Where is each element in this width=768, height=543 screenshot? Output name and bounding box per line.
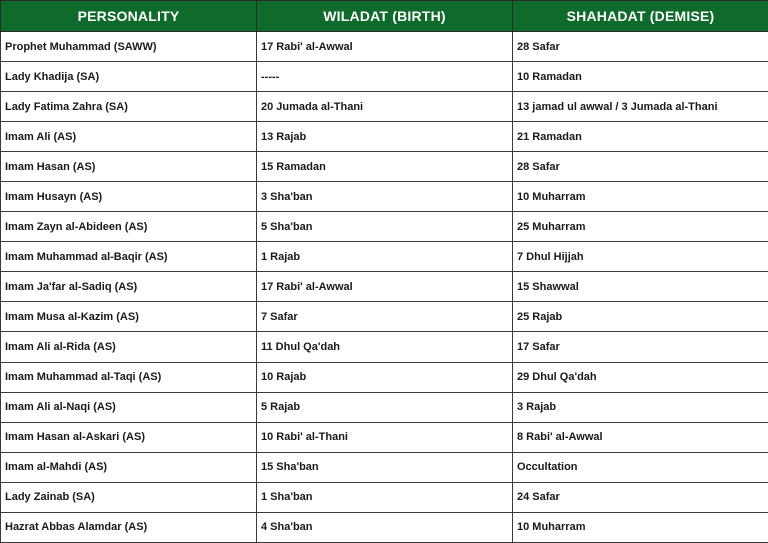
header-shahadat: SHAHADAT (DEMISE) <box>513 1 768 32</box>
table-row <box>1 212 768 242</box>
demise-date-cell: 17 Safar <box>513 332 768 362</box>
personality-cell: Lady Fatima Zahra (SA) <box>1 92 257 122</box>
demise-date-cell: 28 Safar <box>513 32 768 62</box>
demise-date-cell: 24 Safar <box>513 482 768 512</box>
personality-cell: Prophet Muhammad (SAWW) <box>1 32 257 62</box>
birth-date-cell: 11 Dhul Qa'dah <box>257 332 513 362</box>
demise-date-cell: Occultation <box>513 452 768 482</box>
personality-cell: Imam Muhammad al-Baqir (AS) <box>1 242 257 272</box>
table-row <box>1 182 768 212</box>
personality-cell: Imam Ali al-Rida (AS) <box>1 332 257 362</box>
table-row <box>1 92 768 122</box>
personality-cell: Imam Hasan (AS) <box>1 152 257 182</box>
demise-date-cell: 28 Safar <box>513 152 768 182</box>
demise-date-cell: 13 jamad ul awwal / 3 Jumada al-Thani <box>513 92 768 122</box>
table-row <box>1 32 768 62</box>
birth-date-cell: 1 Rajab <box>257 242 513 272</box>
demise-date-cell: 25 Rajab <box>513 302 768 332</box>
table-row <box>1 452 768 482</box>
personality-cell: Hazrat Abbas Alamdar (AS) <box>1 512 257 542</box>
table-body <box>1 32 768 543</box>
table-row <box>1 362 768 392</box>
personality-cell: Imam Husayn (AS) <box>1 182 257 212</box>
birth-date-cell: 20 Jumada al-Thani <box>257 92 513 122</box>
personality-cell: Lady Khadija (SA) <box>1 62 257 92</box>
demise-date-cell: 8 Rabi' al-Awwal <box>513 422 768 452</box>
personality-cell: Imam Zayn al-Abideen (AS) <box>1 212 257 242</box>
table-header <box>1 1 768 32</box>
birth-date-cell: 1 Sha'ban <box>257 482 513 512</box>
personality-cell: Imam Musa al-Kazim (AS) <box>1 302 257 332</box>
table-row <box>1 242 768 272</box>
header-wiladat: WILADAT (BIRTH) <box>257 1 513 32</box>
table-row <box>1 332 768 362</box>
table-row <box>1 302 768 332</box>
table-row <box>1 122 768 152</box>
table-row <box>1 272 768 302</box>
birth-date-cell: ----- <box>257 62 513 92</box>
birth-date-cell: 7 Safar <box>257 302 513 332</box>
demise-date-cell: 15 Shawwal <box>513 272 768 302</box>
birth-date-cell: 5 Rajab <box>257 392 513 422</box>
header-row <box>1 1 768 32</box>
personality-cell: Lady Zainab (SA) <box>1 482 257 512</box>
personality-cell: Imam al-Mahdi (AS) <box>1 452 257 482</box>
table-row <box>1 512 768 542</box>
birth-date-cell: 10 Rabi' al-Thani <box>257 422 513 452</box>
demise-date-cell: 10 Ramadan <box>513 62 768 92</box>
birth-date-cell: 13 Rajab <box>257 122 513 152</box>
table-row <box>1 422 768 452</box>
demise-date-cell: 10 Muharram <box>513 182 768 212</box>
table-row <box>1 482 768 512</box>
personality-cell: Imam Hasan al-Askari (AS) <box>1 422 257 452</box>
demise-date-cell: 7 Dhul Hijjah <box>513 242 768 272</box>
birth-date-cell: 15 Sha'ban <box>257 452 513 482</box>
table-row <box>1 152 768 182</box>
demise-date-cell: 10 Muharram <box>513 512 768 542</box>
personality-cell: Imam Ali (AS) <box>1 122 257 152</box>
personality-cell: Imam Ja'far al-Sadiq (AS) <box>1 272 257 302</box>
table-row <box>1 392 768 422</box>
demise-date-cell: 3 Rajab <box>513 392 768 422</box>
birth-date-cell: 17 Rabi' al-Awwal <box>257 32 513 62</box>
table-row <box>1 62 768 92</box>
demise-date-cell: 29 Dhul Qa'dah <box>513 362 768 392</box>
personality-cell: Imam Muhammad al-Taqi (AS) <box>1 362 257 392</box>
birth-date-cell: 4 Sha'ban <box>257 512 513 542</box>
birth-date-cell: 15 Ramadan <box>257 152 513 182</box>
birth-date-cell: 17 Rabi' al-Awwal <box>257 272 513 302</box>
demise-date-cell: 21 Ramadan <box>513 122 768 152</box>
demise-date-cell: 25 Muharram <box>513 212 768 242</box>
personality-cell: Imam Ali al-Naqi (AS) <box>1 392 257 422</box>
birth-date-cell: 3 Sha'ban <box>257 182 513 212</box>
header-personality: PERSONALITY <box>1 1 257 32</box>
birth-date-cell: 10 Rajab <box>257 362 513 392</box>
birth-date-cell: 5 Sha'ban <box>257 212 513 242</box>
